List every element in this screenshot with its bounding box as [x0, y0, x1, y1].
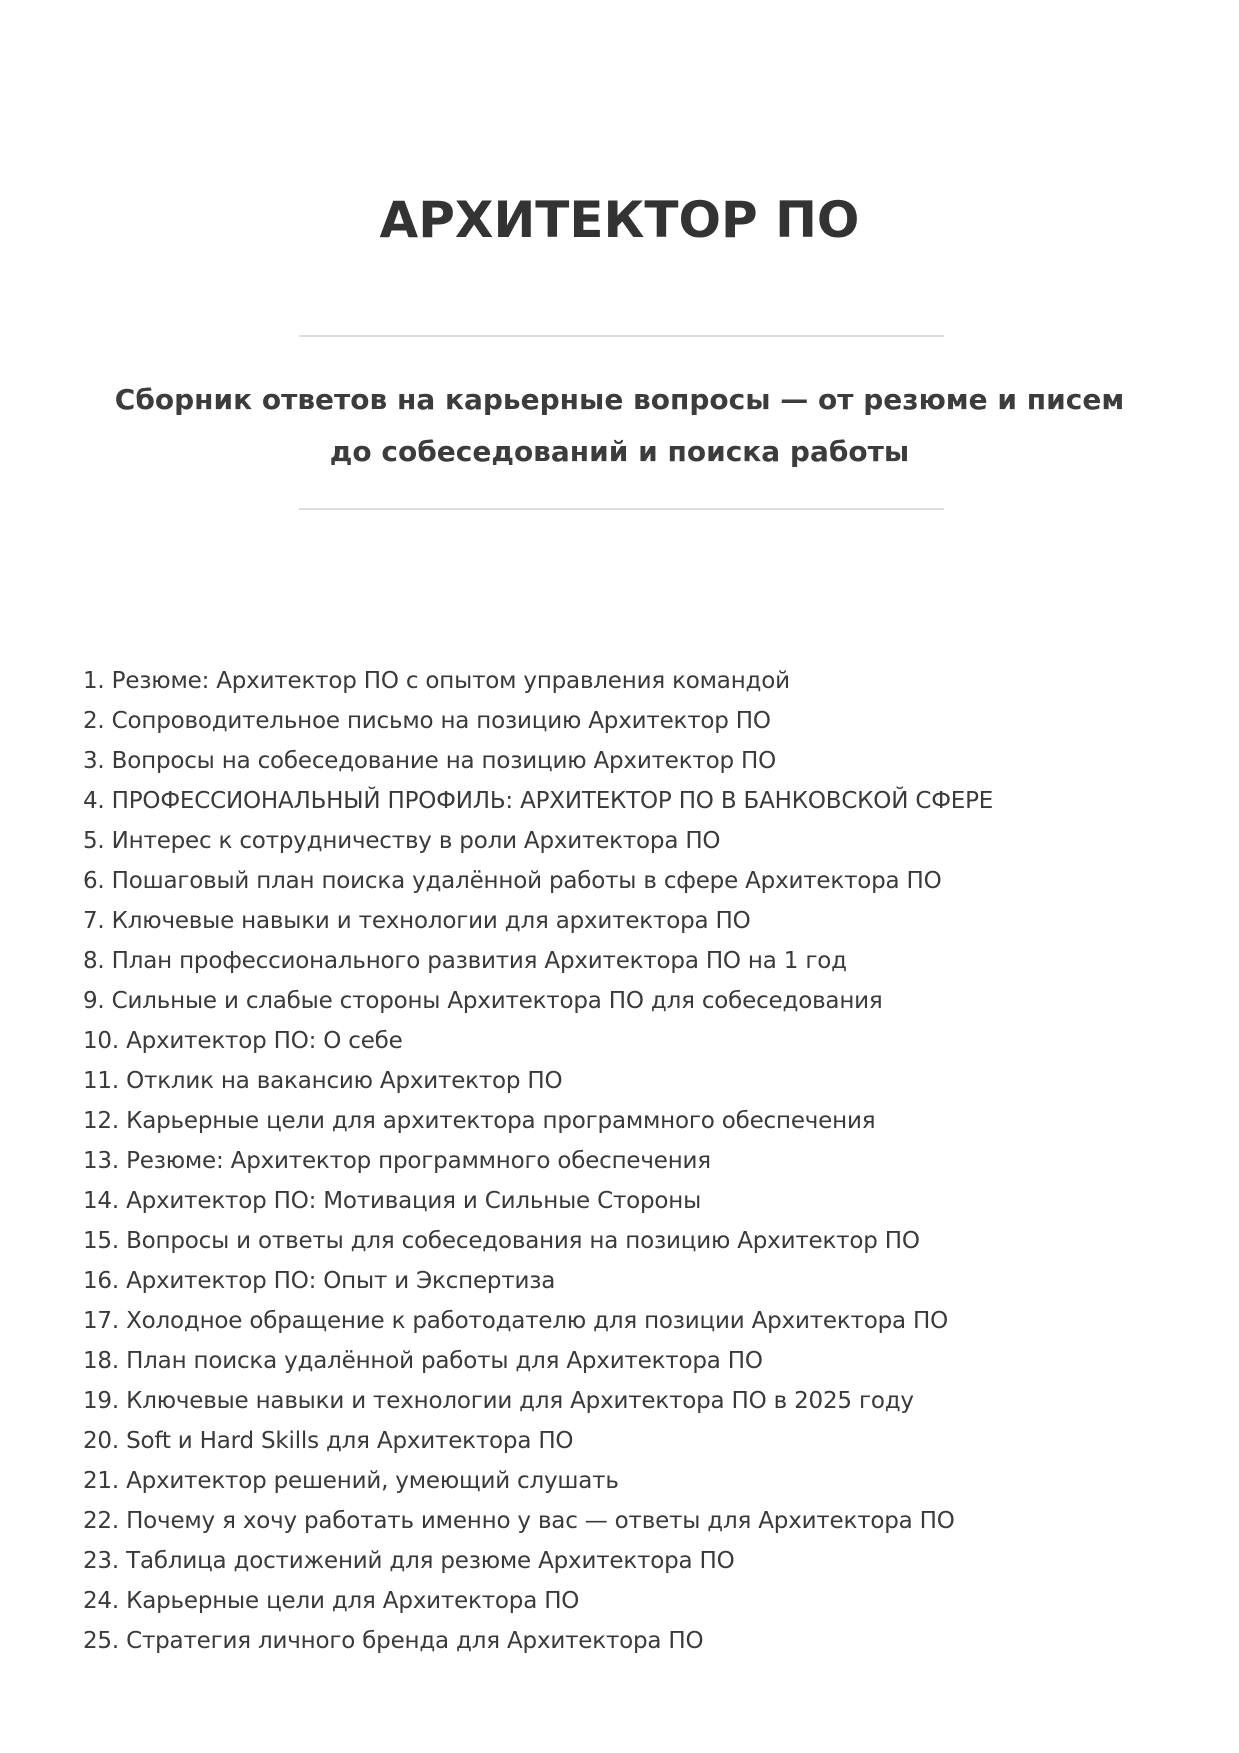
toc-item[interactable]: 20. Soft и Hard Skills для Архитектора ПО — [83, 1428, 574, 1454]
divider-top — [299, 335, 944, 337]
toc-item[interactable]: 23. Таблица достижений для резюме Архитектора ПО — [83, 1548, 735, 1574]
toc-item[interactable]: 5. Интерес к сотрудничеству в роли Архитектора ПО — [83, 828, 721, 854]
toc-item[interactable]: 4. ПРОФЕССИОНАЛЬНЫЙ ПРОФИЛЬ: АРХИТЕКТОР ПО В БАНКОВСКОЙ СФЕРЕ — [83, 788, 994, 814]
toc-item[interactable]: 14. Архитектор ПО: Мотивация и Сильные Стороны — [83, 1188, 702, 1214]
toc-item[interactable]: 8. План профессионального развития Архитектора ПО на 1 год — [83, 948, 847, 974]
toc-item[interactable]: 24. Карьерные цели для Архитектора ПО — [83, 1588, 580, 1614]
toc-item[interactable]: 2. Сопроводительное письмо на позицию Архитектор ПО — [83, 708, 771, 734]
document-subtitle: Сборник ответов на карьерные вопросы — от резюме и писем до собеседований и поиска работы — [114, 383, 1125, 468]
toc-item[interactable]: 22. Почему я хочу работать именно у вас — ответы для Архитектора ПО — [83, 1508, 955, 1534]
table-of-contents — [83, 661, 1163, 1661]
toc-item[interactable]: 11. Отклик на вакансию Архитектор ПО — [83, 1068, 563, 1094]
toc-item[interactable]: 18. План поиска удалённой работы для Архитектора ПО — [83, 1348, 763, 1374]
toc-item[interactable]: 16. Архитектор ПО: Опыт и Экспертиза — [83, 1268, 556, 1294]
toc-item[interactable]: 9. Сильные и слабые стороны Архитектора ПО для собеседования — [83, 988, 883, 1014]
toc-item[interactable]: 21. Архитектор решений, умеющий слушать — [83, 1468, 619, 1494]
toc-item[interactable]: 19. Ключевые навыки и технологии для Архитектора ПО в 2025 году — [83, 1388, 914, 1414]
toc-item[interactable]: 6. Пошаговый план поиска удалённой работы в сфере Архитектора ПО — [83, 868, 942, 894]
toc-item[interactable]: 1. Резюме: Архитектор ПО с опытом управления командой — [83, 668, 790, 694]
toc-item[interactable]: 10. Архитектор ПО: О себе — [83, 1028, 403, 1054]
document-title: АРХИТЕКТОР ПО — [379, 191, 860, 249]
toc-item[interactable]: 3. Вопросы на собеседование на позицию Архитектор ПО — [83, 748, 777, 774]
toc-item[interactable]: 25. Стратегия личного бренда для Архитектора ПО — [83, 1628, 704, 1654]
toc-item[interactable]: 15. Вопросы и ответы для собеседования на позицию Архитектор ПО — [83, 1228, 920, 1254]
toc-item[interactable]: 7. Ключевые навыки и технологии для архитектора ПО — [83, 908, 751, 934]
toc-item[interactable]: 13. Резюме: Архитектор программного обеспечения — [83, 1148, 711, 1174]
toc-item[interactable]: 12. Карьерные цели для архитектора программного обеспечения — [83, 1108, 876, 1134]
divider-bottom — [299, 508, 944, 510]
toc-item[interactable]: 17. Холодное обращение к работодателю для позиции Архитектора ПО — [83, 1308, 949, 1334]
